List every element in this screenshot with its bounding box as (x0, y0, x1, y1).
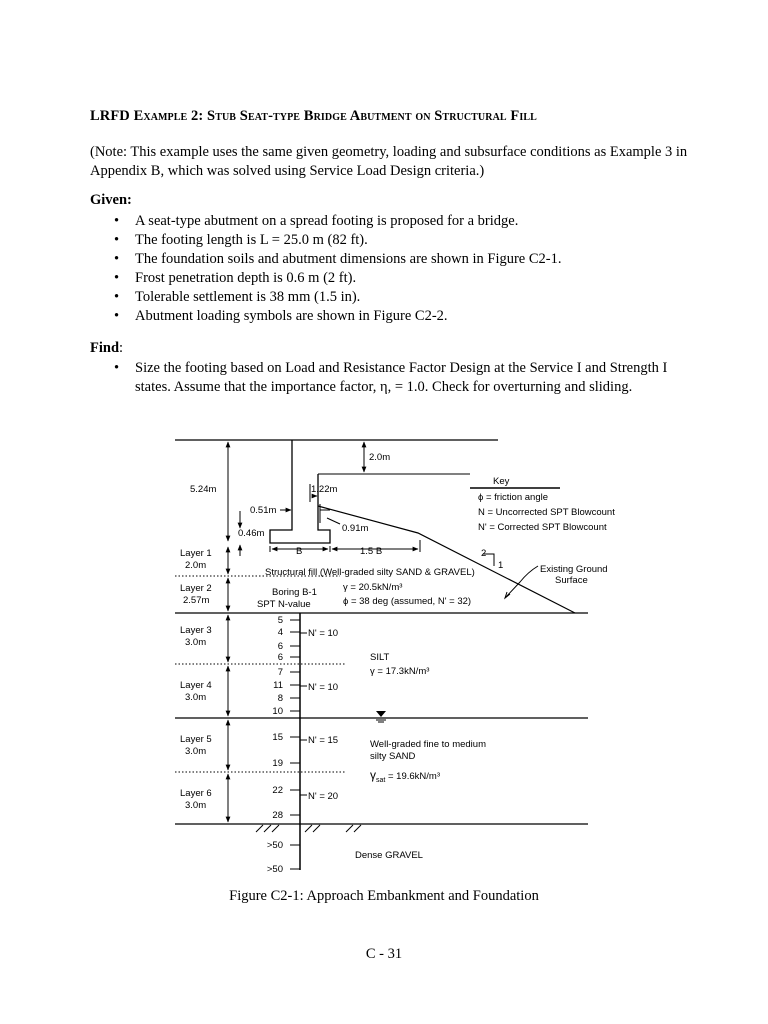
structural-fill-unit-weight: γ = 20.5kN/m³ (343, 582, 403, 593)
spt-value: 19 (272, 758, 283, 769)
key-nprime: N' = Corrected SPT Blowcount (478, 522, 607, 533)
sand-unit-weight (370, 768, 440, 784)
heading-prefix: LRFD E (90, 108, 144, 124)
layer6-nprime: N' = 20 (308, 791, 339, 802)
page-number: C - 31 (365, 946, 403, 962)
key-title: Key (493, 476, 510, 487)
layer2-thickness: 2.57m (183, 595, 210, 606)
spt-value: 5 (277, 615, 283, 626)
silt-unit-weight: γ = 17.3kN/m³ (370, 666, 430, 677)
spt-value: 8 (277, 693, 283, 704)
find-item: • Size the footing based on Load and Resistance Factor Design at the Service I and Strength I states. Assume that the importance factor, η, = 1.0. Check for overturning and sliding. (90, 359, 690, 397)
layer4-nprime: N' = 10 (308, 682, 339, 693)
spt-value: >50 (266, 840, 283, 851)
find-colon: : (119, 340, 124, 356)
given-item: • A seat-type abutment on a spread footing is proposed for a bridge. (90, 212, 561, 231)
sand-gamma-subscript: sat (376, 777, 386, 784)
dim-1-5b-label: 1.5 B (360, 546, 383, 557)
dim-0-46-label: 0.46m (238, 528, 265, 539)
layer1-name: Layer 1 (180, 548, 212, 559)
layer3-nprime: N' = 10 (308, 628, 339, 639)
find-title: Find (90, 340, 120, 356)
spt-value: 11 (273, 680, 283, 691)
layer5-thickness: 3.0m (185, 746, 207, 757)
layer1-thickness: 2.0m (185, 560, 207, 571)
layer4-name: Layer 4 (180, 680, 212, 691)
layer3-thickness: 3.0m (185, 637, 207, 648)
spt-value: 7 (277, 667, 283, 678)
dim-1-22-label: 1.22m (311, 484, 338, 495)
slope-run-label: 1 (498, 560, 504, 571)
spt-value: 22 (272, 785, 283, 796)
layer3-name: Layer 3 (180, 625, 212, 636)
nprime-brackets (300, 633, 307, 795)
given-heading: Given: (90, 192, 132, 208)
dim-0-91-label: 0.91m (342, 523, 369, 534)
intro-note: (Note: This example uses the same given geometry, loading and subsurface conditions as Example 3 in Appendix B, which was solved using Service Load Design criteria.) (90, 144, 688, 179)
sand-description-2: silty SAND (370, 751, 416, 762)
dim-0-91-leader (327, 518, 340, 524)
key-phi: ϕ = friction angle (478, 492, 549, 503)
dim-0-51-label: 0.51m (250, 505, 277, 516)
boring-name: Boring B-1 (272, 587, 317, 598)
spt-value: 10 (272, 706, 283, 717)
sand-description-1: Well-graded fine to medium (370, 739, 486, 750)
sand-gamma-symbol: γ (370, 768, 376, 782)
spt-value: >50 (266, 864, 283, 875)
dim-b-label: B (296, 546, 303, 557)
spt-value: 28 (272, 810, 283, 821)
given-item: • Abutment loading symbols are shown in Figure C2-2. (90, 307, 561, 326)
water-table-icon (376, 711, 386, 722)
boring-spt-label: SPT N-value (257, 599, 311, 610)
given-item: • Tolerable settlement is 38 mm (1.5 in). (90, 288, 561, 307)
given-item: • Frost penetration depth is 0.6 m (2 ft). (90, 269, 561, 288)
heading-title: xample 2: Stub Seat-type Bridge Abutment on Structural Fill (143, 108, 537, 124)
layer5-nprime: N' = 15 (308, 735, 339, 746)
existing-ground-leader (505, 566, 538, 598)
silt-name: SILT (370, 652, 390, 663)
slope-rise-label: 2 (481, 548, 487, 559)
given-item: • The footing length is L = 25.0 m (82 ft). (90, 231, 561, 250)
dim-5-24-label: 5.24m (190, 484, 217, 495)
spt-value: 15 (272, 732, 283, 743)
given-item: • The foundation soils and abutment dimensions are shown in Figure C2-1. (90, 250, 561, 269)
sand-gamma-value: = 19.6kN/m³ (385, 771, 440, 782)
gravel-hatch (256, 825, 361, 832)
layer6-thickness: 3.0m (185, 800, 207, 811)
gravel-label: Dense GRAVEL (355, 850, 423, 861)
existing-ground-label-2: Surface (555, 575, 588, 586)
layer4-thickness: 3.0m (185, 692, 207, 703)
dim-2-0-label: 2.0m (369, 452, 391, 463)
layer2-name: Layer 2 (180, 583, 212, 594)
figure-caption: Figure C2-1: Approach Embankment and Foundation (229, 888, 539, 904)
existing-ground-label: Existing Ground (540, 564, 608, 575)
spt-value: 6 (277, 641, 283, 652)
structural-fill-description: Structural fill (Well-graded silty SAND & GRAVEL) (265, 567, 475, 578)
spt-values (267, 615, 283, 875)
layer6-name: Layer 6 (180, 788, 212, 799)
spt-value: 6 (277, 652, 283, 663)
key-n: N = Uncorrected SPT Blowcount (478, 507, 615, 518)
structural-fill-friction-angle: ϕ = 38 deg (assumed, N' = 32) (343, 596, 472, 607)
spt-value: 4 (277, 627, 283, 638)
layer5-name: Layer 5 (180, 734, 212, 745)
spt-ticks (290, 620, 300, 869)
